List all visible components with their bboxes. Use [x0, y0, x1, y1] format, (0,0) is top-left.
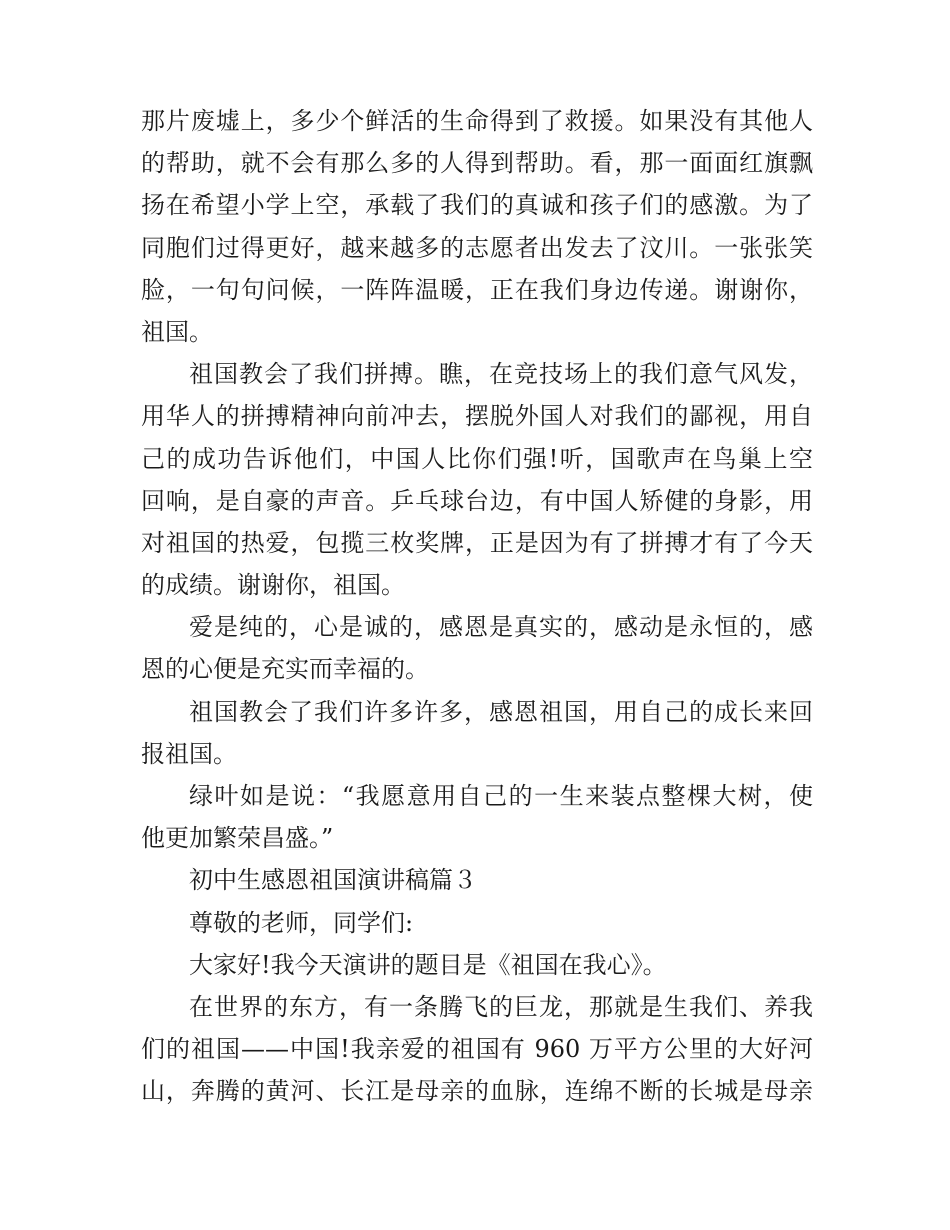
paragraph-start-line: 绿叶如是说：“我愿意用自己的一生来装点整棵大树，使 — [189, 782, 813, 810]
text-line: 报祖国。 — [141, 739, 237, 768]
document-body — [141, 100, 813, 1113]
text-line: 的成绩。谢谢你，祖国。 — [141, 571, 405, 600]
text-line: 那片废墟上，多少个鲜活的生命得到了救援。如果没有其他人 — [141, 107, 813, 135]
text-line: 用华人的拼搏精神向前冲去，摆脱外国人对我们的鄙视，用自 — [141, 402, 813, 431]
text-line: 祖国。 — [141, 317, 213, 346]
text-line: 对祖国的热爱，包揽三枚奖牌，正是因为有了拼搏才有了今天 — [141, 528, 813, 557]
paragraph-start-line: 祖国教会了我们许多许多，感恩祖国，用自己的成长来回 — [189, 697, 813, 726]
paragraph-start-line: 祖国教会了我们拼搏。瞧，在竞技场上的我们意气风发， — [189, 360, 813, 389]
text-line: 他更加繁荣昌盛。” — [141, 824, 334, 853]
text-line: 恩的心便是充实而幸福的。 — [141, 655, 429, 684]
text-line: 同胞们过得更好，越来越多的志愿者出发去了汶川。一张张笑 — [141, 233, 813, 262]
text-line: 山，奔腾的黄河、长江是母亲的血脉，连绵不断的长城是母亲 — [141, 1077, 813, 1106]
text-line: 脸，一句句问候，一阵阵温暖，正在我们身边传递。谢谢你， — [141, 275, 813, 304]
text-line: 回响，是自豪的声音。乒乓球台边，有中国人矫健的身影，用 — [141, 486, 813, 515]
text-line: 的帮助，就不会有那么多的人得到帮助。看，那一面面红旗飘 — [141, 149, 813, 178]
paragraph-start-line: 大家好!我今天演讲的题目是《祖国在我心》。 — [189, 950, 667, 979]
salutation-line: 尊敬的老师，同学们: — [189, 908, 414, 937]
paragraph-start-line: 爱是纯的，心是诚的，感恩是真实的，感动是永恒的，感 — [189, 613, 813, 642]
text-line: 们的祖国——中国!我亲爱的祖国有 960 万平方公里的大好河 — [141, 1035, 813, 1064]
text-line: 己的成功告诉他们，中国人比你们强!听，国歌声在鸟巢上空 — [141, 444, 813, 473]
paragraph-start-line: 在世界的东方，有一条腾飞的巨龙，那就是生我们、养我 — [189, 992, 813, 1021]
section-heading: 初中生感恩祖国演讲稿篇３ — [189, 866, 477, 895]
text-line: 扬在希望小学上空，承载了我们的真诚和孩子们的感激。为了 — [141, 191, 813, 220]
